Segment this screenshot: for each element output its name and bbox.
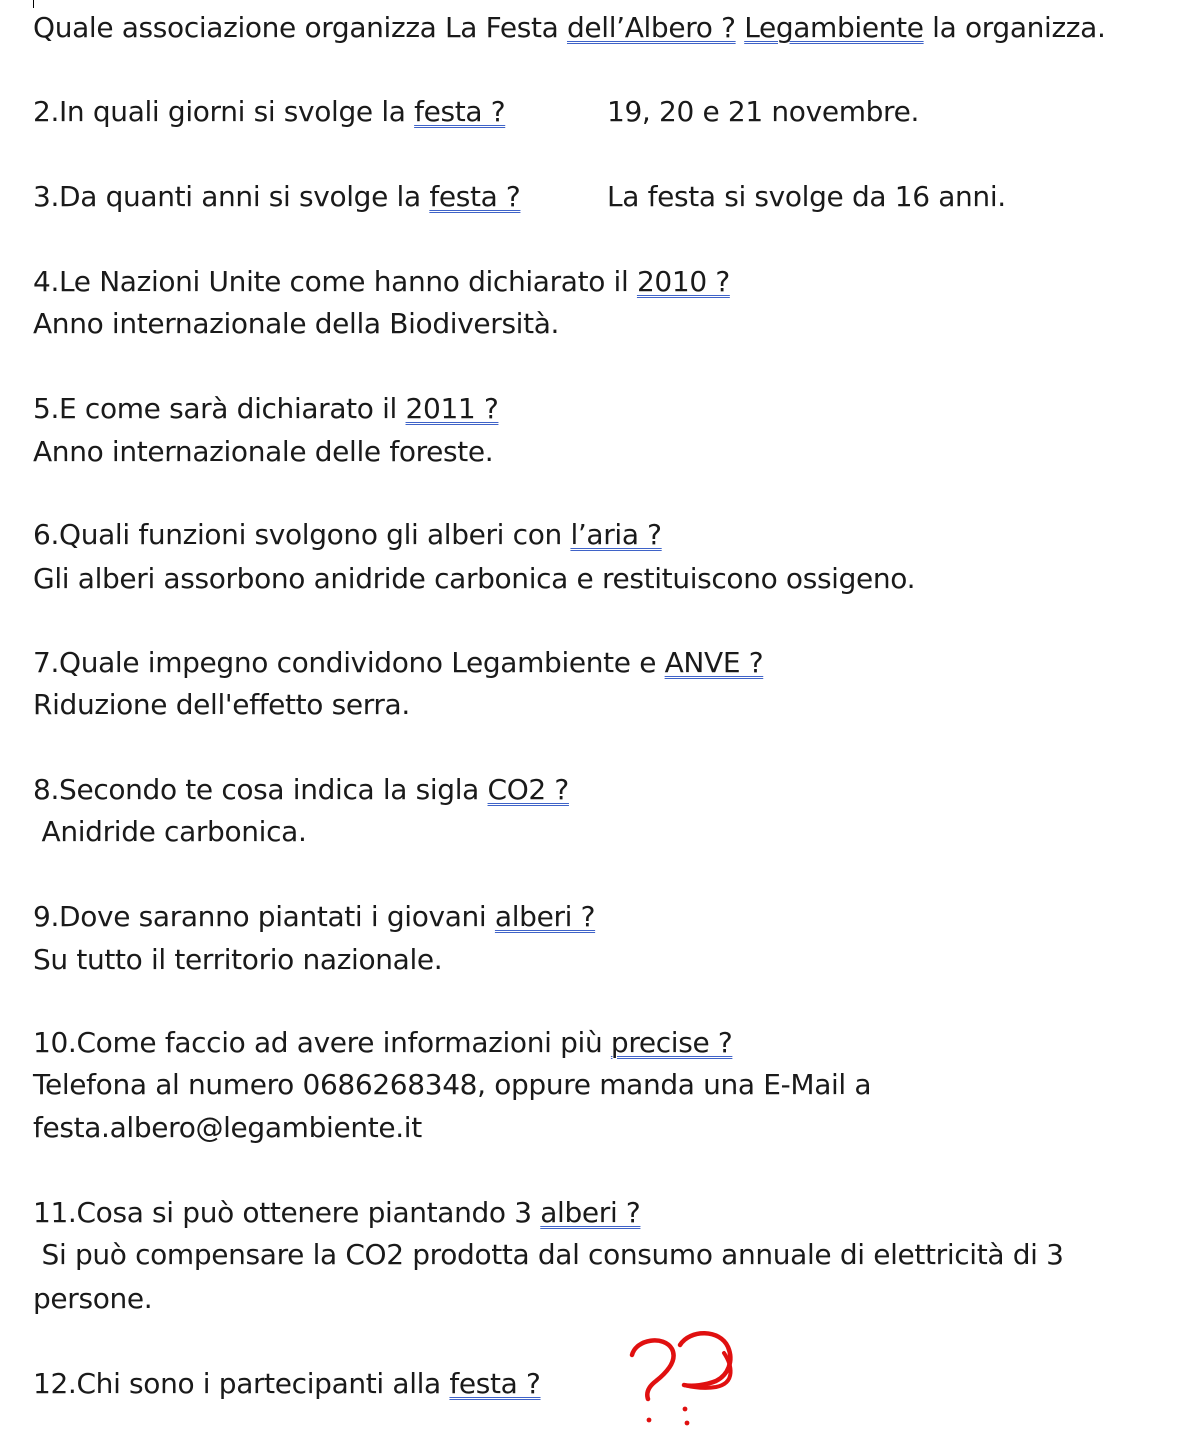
question-5-underlined: 2011 ? — [405, 392, 499, 425]
question-3-underlined: festa ? — [429, 180, 521, 213]
answer-10-line-1: Telefona al numero 0686268348, oppure manda una E-Mail a — [33, 1068, 872, 1101]
red-question-marks-annotation — [620, 1325, 750, 1431]
question-1-underlined-1: dell’Albero ? — [566, 11, 736, 44]
question-3 — [33, 177, 520, 217]
answer-11-line-1: Si può compensare la CO2 prodotta dal consumo annuale di elettricità di 3 — [33, 1238, 1064, 1271]
question-6-text: 6.Quali funzioni svolgono gli alberi con — [33, 518, 571, 551]
answer-4: Anno internazionale della Biodiversità. — [33, 307, 560, 340]
answer-3: La festa si svolge da 16 anni. — [607, 180, 1006, 213]
answer-10-line-2: festa.albero@legambiente.it — [33, 1111, 422, 1144]
question-9 — [33, 897, 595, 937]
question-12-text: 12.Chi sono i partecipanti alla — [33, 1367, 450, 1400]
answer-11-line-2: persone. — [33, 1282, 153, 1315]
question-11-text: 11.Cosa si può ottenere piantando 3 — [33, 1196, 541, 1229]
question-12-underlined: festa ? — [449, 1367, 541, 1400]
question-12 — [33, 1364, 541, 1404]
question-4-text: 4.Le Nazioni Unite come hanno dichiarato il — [33, 265, 637, 298]
answer-8: Anidride carbonica. — [33, 815, 307, 848]
question-1-answer: la organizza. — [923, 11, 1106, 44]
answer-5: Anno internazionale delle foreste. — [33, 435, 494, 468]
question-7 — [33, 643, 763, 683]
answer-6: Gli alberi assorbono anidride carbonica e restituiscono ossigeno. — [33, 562, 916, 595]
question-4-underlined: 2010 ? — [636, 265, 730, 298]
question-11-underlined: alberi ? — [540, 1196, 641, 1229]
question-6 — [33, 515, 662, 555]
answer-9: Su tutto il territorio nazionale. — [33, 943, 443, 976]
question-3-text: 3.Da quanti anni si svolge la — [33, 180, 430, 213]
question-6-underlined: l’aria ? — [570, 518, 662, 551]
question-10-underlined: precise ? — [610, 1026, 733, 1059]
question-2-text: 2.In quali giorni si svolge la — [33, 95, 415, 128]
question-8-text: 8.Secondo te cosa indica la sigla — [33, 773, 488, 806]
question-2-underlined: festa ? — [414, 95, 506, 128]
question-11 — [33, 1193, 640, 1233]
question-2 — [33, 92, 505, 132]
question-10-text: 10.Come faccio ad avere informazioni più — [33, 1026, 611, 1059]
question-9-text: 9.Dove saranno piantati i giovani — [33, 900, 495, 933]
question-1 — [33, 8, 1106, 48]
question-10 — [33, 1023, 732, 1063]
answer-7: Riduzione dell'effetto serra. — [33, 688, 410, 721]
question-7-text: 7.Quale impegno condividono Legambiente e — [33, 646, 665, 679]
question-5-text: 5.E come sarà dichiarato il — [33, 392, 406, 425]
question-1-text: Quale associazione organizza La Festa — [33, 11, 567, 44]
text-cursor — [33, 0, 34, 8]
question-7-underlined: ANVE ? — [664, 646, 764, 679]
question-4 — [33, 262, 730, 302]
question-9-underlined: alberi ? — [494, 900, 596, 933]
answer-2: 19, 20 e 21 novembre. — [607, 95, 920, 128]
question-8-underlined: CO2 ? — [487, 773, 569, 806]
question-5 — [33, 389, 498, 429]
question-1-underlined-2: Legambiente — [744, 11, 924, 44]
question-8 — [33, 770, 569, 810]
